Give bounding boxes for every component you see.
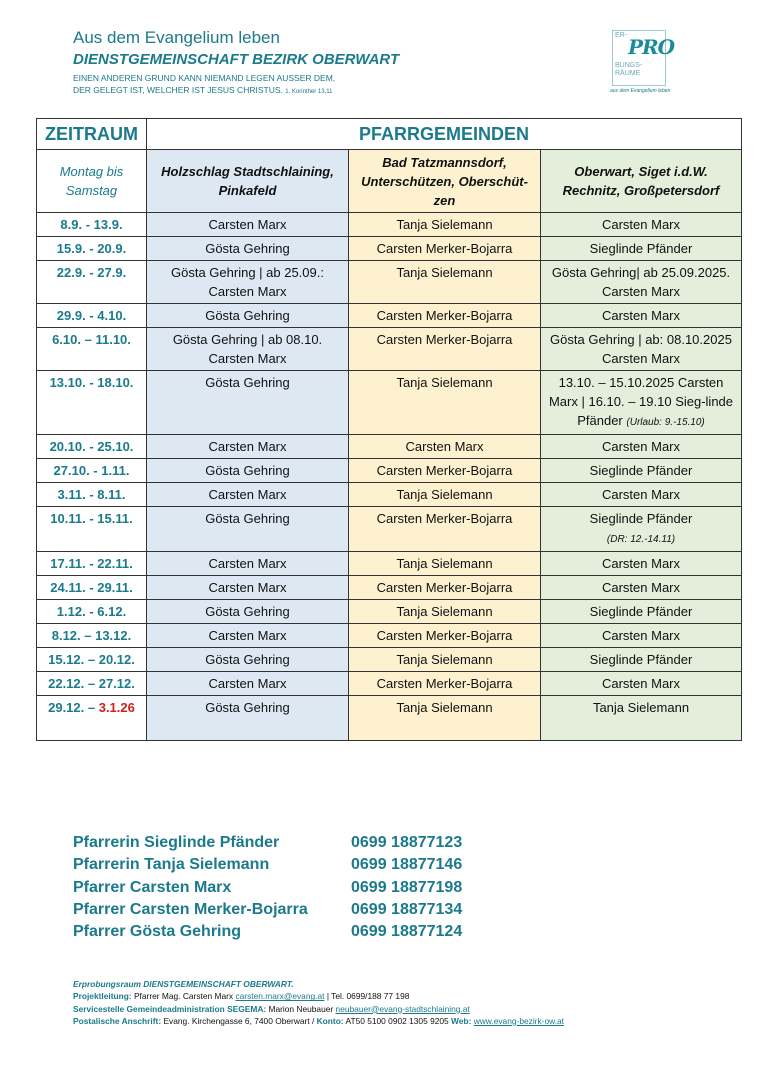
logo-er: ER- bbox=[615, 32, 628, 39]
assignee: Carsten Marx bbox=[208, 628, 287, 643]
contact-name: Pfarrer Carsten Marx bbox=[73, 878, 232, 896]
projekt-label: Projektleitung: bbox=[73, 991, 132, 1002]
cell-oberwart bbox=[541, 328, 742, 371]
assignee: Tanja Sielemann bbox=[396, 652, 493, 667]
cell-holzschlag bbox=[147, 648, 349, 672]
cell-oberwart bbox=[541, 261, 742, 304]
post-label: Postalische Anschrift: bbox=[73, 1015, 162, 1026]
cell-holzschlag bbox=[147, 552, 349, 576]
assignee: Tanja Sielemann bbox=[396, 700, 493, 715]
projekt-text: Pfarrer Mag. Carsten Marx bbox=[133, 991, 234, 1002]
assignee: Gösta Gehring bbox=[205, 604, 290, 619]
contact-name: Pfarrer Gösta Gehring bbox=[73, 923, 242, 941]
footer bbox=[73, 978, 753, 1027]
erprobungsraeume-logo bbox=[606, 26, 690, 98]
date-range: 6.10. – 11.10. bbox=[52, 332, 131, 347]
row-date bbox=[37, 624, 147, 648]
row-date bbox=[37, 576, 147, 600]
assignee: Tanja Sielemann bbox=[396, 265, 493, 280]
date-range: 22.12. – 27.12. bbox=[48, 676, 135, 691]
logo-bungs-raeume bbox=[615, 62, 642, 78]
contact-row bbox=[73, 877, 462, 899]
cell-bad-tatzmannsdorf bbox=[349, 624, 541, 648]
assignee: Carsten Marx bbox=[601, 628, 681, 643]
cell-bad-tatzmannsdorf bbox=[349, 328, 541, 371]
row-date bbox=[37, 328, 147, 371]
assignee: Gösta Gehring bbox=[205, 652, 290, 667]
cell-oberwart bbox=[541, 672, 742, 696]
header-title: Aus dem Evangelium leben bbox=[73, 28, 280, 47]
assignee: Sieglinde Pfänder bbox=[589, 511, 693, 526]
assignee: Gösta Gehring | ab 25.09.: Carsten Marx bbox=[171, 265, 324, 299]
table-row bbox=[37, 261, 742, 304]
assignee: Tanja Sielemann bbox=[396, 217, 493, 232]
table-row bbox=[37, 371, 742, 435]
row-date bbox=[37, 483, 147, 507]
cell-holzschlag bbox=[147, 435, 349, 459]
table-row bbox=[37, 213, 742, 237]
assignee: Tanja Sielemann bbox=[396, 556, 493, 571]
cell-bad-tatzmannsdorf bbox=[349, 371, 541, 435]
service-email-link[interactable]: neubauer@evang-stadtschlaining.at bbox=[335, 1003, 470, 1014]
contact-row bbox=[73, 854, 462, 876]
cell-bad-tatzmannsdorf bbox=[349, 304, 541, 328]
row-date bbox=[37, 648, 147, 672]
cell-oberwart bbox=[541, 435, 742, 459]
date-range: 3.11. - 8.11. bbox=[57, 487, 126, 502]
contact-phone: 0699 18877124 bbox=[351, 923, 463, 941]
row-date bbox=[37, 459, 147, 483]
logo-tagline: aus dem Evangelium leben bbox=[610, 88, 671, 94]
assignee: Gösta Gehring bbox=[205, 700, 290, 715]
date-range: 27.10. - 1.11. bbox=[53, 463, 130, 478]
contact-phone: 0699 18877198 bbox=[351, 878, 463, 896]
assignee: Carsten Marx bbox=[601, 580, 681, 595]
date-range: 17.11. - 22.11. bbox=[50, 556, 133, 571]
cell-bad-tatzmannsdorf bbox=[349, 552, 541, 576]
assignee: Sieglinde Pfänder bbox=[589, 652, 693, 667]
cell-holzschlag bbox=[147, 237, 349, 261]
cell-holzschlag bbox=[147, 459, 349, 483]
web-link[interactable]: www.evang-bezirk-ow.at bbox=[473, 1015, 565, 1026]
row-date bbox=[37, 435, 147, 459]
assignee: Tanja Sielemann bbox=[396, 604, 493, 619]
contact-phone: 0699 18877134 bbox=[351, 900, 463, 918]
assignee: Tanja Sielemann bbox=[592, 700, 690, 715]
date-range: 15.12. – 20.12. bbox=[48, 652, 135, 667]
assignee: Carsten Marx bbox=[601, 487, 681, 502]
table-row bbox=[37, 435, 742, 459]
contact-phone: 0699 18877146 bbox=[351, 856, 463, 874]
contact-name: Pfarrer Carsten Merker-Bojarra bbox=[73, 900, 308, 918]
service-label: Servicestelle Gemeindeadministration SEGEMA: bbox=[73, 1003, 267, 1014]
assignee: Carsten Marx bbox=[208, 439, 287, 454]
cell-holzschlag bbox=[147, 304, 349, 328]
projekt-email-link[interactable]: carsten.marx@evang.at bbox=[235, 991, 325, 1002]
page-header bbox=[73, 28, 593, 98]
cell-bad-tatzmannsdorf bbox=[349, 435, 541, 459]
subhead-holzschlag: Holzschlag Stadtschlaining, Pinkafeld bbox=[147, 150, 349, 213]
cell-bad-tatzmannsdorf bbox=[349, 459, 541, 483]
table-row bbox=[37, 237, 742, 261]
assignee: Sieglinde Pfänder bbox=[589, 463, 693, 478]
assignee: Sieglinde Pfänder bbox=[589, 604, 693, 619]
header-org: DIENSTGEMEINSCHAFT BEZIRK OBERWART bbox=[73, 51, 400, 68]
cell-oberwart bbox=[541, 552, 742, 576]
cell-oberwart bbox=[541, 576, 742, 600]
row-date bbox=[37, 304, 147, 328]
assignee: Carsten Merker-Bojarra bbox=[376, 332, 513, 347]
assignee: Gösta Gehring bbox=[205, 511, 290, 526]
table-row bbox=[37, 696, 742, 741]
verse-line-2: DER GELEGT IST, WELCHER IST JESUS CHRISTUS. bbox=[73, 85, 283, 95]
table-subhead-row bbox=[37, 150, 742, 213]
date-range: 22.9. - 27.9. bbox=[56, 265, 127, 280]
verse-reference: 1. Korinther 13,11 bbox=[285, 89, 333, 95]
contact-row bbox=[73, 899, 462, 921]
cell-bad-tatzmannsdorf bbox=[349, 648, 541, 672]
cell-bad-tatzmannsdorf bbox=[349, 261, 541, 304]
head-pfarrgemeinden: PFARRGEMEINDEN bbox=[147, 119, 742, 150]
assignee: Carsten Merker-Bojarra bbox=[376, 511, 513, 526]
cell-holzschlag bbox=[147, 261, 349, 304]
assignee: Carsten Merker-Bojarra bbox=[376, 463, 513, 478]
assignee-note: (DR: 12.-14.11) bbox=[606, 534, 676, 545]
projekt-tel: | Tel. 0699/188 77 198 bbox=[326, 991, 410, 1002]
row-date bbox=[37, 237, 147, 261]
cell-bad-tatzmannsdorf bbox=[349, 672, 541, 696]
cell-oberwart bbox=[541, 237, 742, 261]
cell-holzschlag bbox=[147, 672, 349, 696]
table-row bbox=[37, 552, 742, 576]
cell-bad-tatzmannsdorf bbox=[349, 237, 541, 261]
assignee: Carsten Marx bbox=[208, 487, 287, 502]
subhead-bad-tatzmannsdorf: Bad Tatzmannsdorf, Unterschützen, Oberschüt-zen bbox=[349, 150, 541, 213]
assignee-note: (Urlaub: 9.-15.10) bbox=[626, 417, 705, 428]
cell-oberwart bbox=[541, 213, 742, 237]
cell-oberwart bbox=[541, 459, 742, 483]
table-row bbox=[37, 304, 742, 328]
table-row bbox=[37, 624, 742, 648]
footer-post bbox=[73, 1015, 753, 1027]
table-row bbox=[37, 483, 742, 507]
date-range: 20.10. - 25.10. bbox=[49, 439, 134, 454]
cell-bad-tatzmannsdorf bbox=[349, 696, 541, 741]
assignee: Sieglinde Pfänder bbox=[589, 241, 693, 256]
cell-bad-tatzmannsdorf bbox=[349, 576, 541, 600]
assignee: Gösta Gehring bbox=[205, 463, 290, 478]
cell-oberwart bbox=[541, 507, 742, 552]
head-zeitraum: ZEITRAUM bbox=[37, 119, 147, 150]
cell-bad-tatzmannsdorf bbox=[349, 507, 541, 552]
cell-oberwart bbox=[541, 304, 742, 328]
assignee: Carsten Merker-Bojarra bbox=[376, 580, 513, 595]
contact-name: Pfarrerin Tanja Sielemann bbox=[73, 856, 270, 874]
assignee: Carsten Merker-Bojarra bbox=[376, 308, 513, 323]
row-date bbox=[37, 371, 147, 435]
cell-holzschlag bbox=[147, 328, 349, 371]
service-text: Marion Neubauer bbox=[268, 1003, 334, 1014]
assignee: Carsten Marx bbox=[601, 676, 681, 691]
subhead-oberwart: Oberwart, Siget i.d.W. Rechnitz, Großpetersdorf bbox=[541, 150, 742, 213]
post-text: Evang. Kirchengasse 6, 7400 Oberwart / bbox=[163, 1015, 315, 1026]
assignee: Carsten Marx bbox=[208, 217, 287, 232]
cell-bad-tatzmannsdorf bbox=[349, 213, 541, 237]
cell-holzschlag bbox=[147, 483, 349, 507]
assignee: Gösta Gehring | ab 08.10. Carsten Marx bbox=[172, 332, 323, 366]
assignee: Gösta Gehring | ab: 08.10.2025 Carsten Marx bbox=[550, 332, 732, 366]
assignee: Carsten Marx bbox=[208, 676, 287, 691]
assignee: Carsten Marx bbox=[601, 556, 681, 571]
cell-holzschlag bbox=[147, 624, 349, 648]
date-range: 15.9. - 20.9. bbox=[56, 241, 127, 256]
date-range: 29.9. - 4.10. bbox=[56, 308, 127, 323]
cell-holzschlag bbox=[147, 371, 349, 435]
assignee: Carsten Merker-Bojarra bbox=[376, 676, 513, 691]
assignee: Carsten Marx bbox=[601, 217, 681, 232]
cell-holzschlag bbox=[147, 600, 349, 624]
footer-service bbox=[73, 1003, 753, 1015]
date-range: 13.10. - 18.10. bbox=[49, 375, 134, 390]
verse-line-1: EINEN ANDEREN GRUND KANN NIEMAND LEGEN AUSSER DEM, bbox=[73, 73, 336, 83]
table-row bbox=[37, 672, 742, 696]
assignee: Gösta Gehring bbox=[205, 375, 290, 390]
assignee: Tanja Sielemann bbox=[396, 375, 493, 390]
header-verse bbox=[73, 72, 593, 98]
assignee: Carsten Marx bbox=[601, 308, 681, 323]
date-range: 8.12. – 13.12. bbox=[51, 628, 132, 643]
cell-holzschlag bbox=[147, 576, 349, 600]
table-row bbox=[37, 648, 742, 672]
date-range: 24.11. - 29.11. bbox=[50, 580, 133, 595]
cell-holzschlag bbox=[147, 213, 349, 237]
cell-oberwart bbox=[541, 600, 742, 624]
assignee: Carsten Marx bbox=[405, 439, 484, 454]
cell-oberwart bbox=[541, 648, 742, 672]
contact-row bbox=[73, 921, 462, 943]
logo-pro: PRO bbox=[628, 35, 675, 59]
cell-bad-tatzmannsdorf bbox=[349, 483, 541, 507]
table-row bbox=[37, 459, 742, 483]
table-row bbox=[37, 600, 742, 624]
cell-oberwart bbox=[541, 371, 742, 435]
footer-projekt bbox=[73, 990, 753, 1002]
date-range: 29.12. – bbox=[48, 700, 99, 715]
table-head-row bbox=[37, 119, 742, 150]
table-row bbox=[37, 576, 742, 600]
konto-text: AT50 5100 0902 1305 9205 bbox=[345, 1015, 449, 1026]
footer-title: Erprobungsraum DIENSTGEMEINSCHAFT OBERWART. bbox=[73, 979, 294, 989]
row-date bbox=[37, 696, 147, 741]
subhead-date: Montag bis Samstag bbox=[37, 150, 147, 213]
contact-row bbox=[73, 832, 462, 854]
row-date bbox=[37, 600, 147, 624]
assignee: Gösta Gehring bbox=[205, 241, 290, 256]
cell-holzschlag bbox=[147, 507, 349, 552]
table-row bbox=[37, 328, 742, 371]
assignee: Carsten Marx bbox=[601, 439, 681, 454]
assignee: Carsten Merker-Bojarra bbox=[376, 241, 513, 256]
cell-holzschlag bbox=[147, 696, 349, 741]
cell-oberwart bbox=[541, 696, 742, 741]
assignee: Carsten Marx bbox=[208, 556, 287, 571]
logo-raeume: RÄUME bbox=[615, 70, 641, 77]
table-row bbox=[37, 507, 742, 552]
assignee: Gösta Gehring bbox=[205, 308, 290, 323]
assignee: Tanja Sielemann bbox=[396, 487, 493, 502]
schedule-table bbox=[36, 118, 742, 741]
cell-oberwart bbox=[541, 624, 742, 648]
row-date bbox=[37, 507, 147, 552]
cell-bad-tatzmannsdorf bbox=[349, 600, 541, 624]
assignee: 13.10. – 15.10.2025 Carsten Marx | 16.10. – 19.10 Sieg-linde Pfänder bbox=[548, 375, 734, 428]
assignee: Carsten Marx bbox=[208, 580, 287, 595]
row-date bbox=[37, 552, 147, 576]
contact-name: Pfarrerin Sieglinde Pfänder bbox=[73, 834, 280, 851]
web-label: Web: bbox=[451, 1015, 472, 1026]
contact-phone: 0699 18877123 bbox=[351, 834, 463, 851]
row-date bbox=[37, 261, 147, 304]
date-range: 8.9. - 13.9. bbox=[60, 217, 123, 232]
row-date bbox=[37, 213, 147, 237]
date-range-end-highlight: 3.1.26 bbox=[98, 700, 135, 715]
date-range: 1.12. - 6.12. bbox=[56, 604, 127, 619]
logo-bungs: BUNGS- bbox=[615, 62, 643, 69]
konto-label: Konto: bbox=[316, 1015, 344, 1026]
assignee: Gösta Gehring| ab 25.09.2025. Carsten Marx bbox=[551, 265, 731, 299]
contact-list bbox=[73, 832, 462, 943]
cell-oberwart bbox=[541, 483, 742, 507]
date-range: 10.11. - 15.11. bbox=[50, 511, 133, 526]
row-date bbox=[37, 672, 147, 696]
assignee: Carsten Merker-Bojarra bbox=[376, 628, 513, 643]
